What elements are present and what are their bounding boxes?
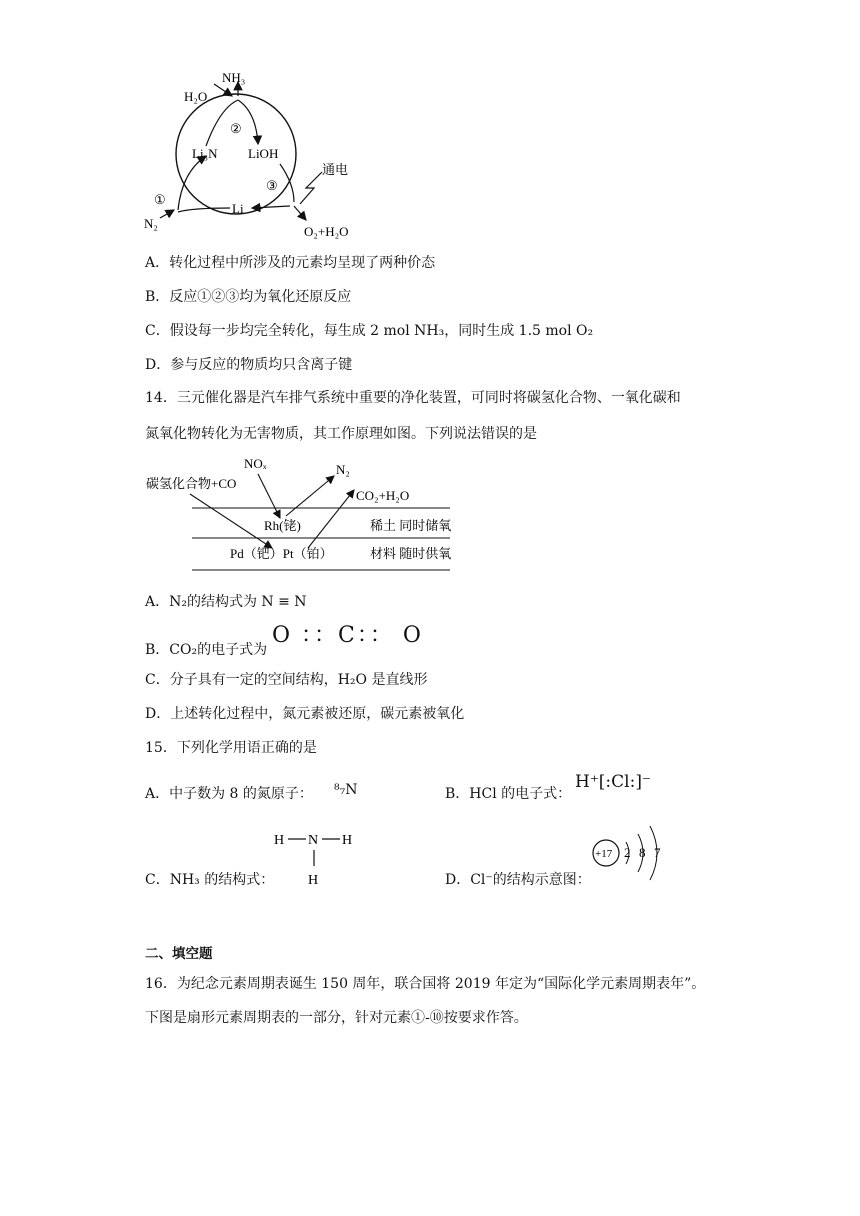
- nh3-structure: [268, 826, 368, 890]
- nh3-h-left: H: [274, 833, 285, 848]
- lithium-nitrogen-cycle-diagram: [140, 60, 380, 240]
- q16-line1: 16．为纪念元素周期表诞生 150 周年，联合国将 2019 年定为“国际化学元素周期表年”。: [145, 976, 706, 992]
- nox-in-arrow: [258, 474, 280, 518]
- q15-stem: 15．下列化学用语正确的是: [145, 740, 317, 756]
- hc-co-in-arrow: [190, 494, 272, 548]
- to-li-arrow: [252, 206, 290, 208]
- q14-option-d: D．上述转化过程中，氮元素被还原，碳元素被氧化: [145, 706, 465, 722]
- nox-label: NOₓ: [244, 456, 267, 471]
- q14-option-c: C．分子具有一定的空间结构，H₂O 是直线形: [145, 672, 428, 688]
- nh3-label: NH₃: [222, 70, 246, 85]
- hcl-electron-formula: H⁺[:Cl:]⁻: [575, 772, 651, 792]
- shell-2-count: 8: [639, 845, 646, 860]
- n2-label: N₂: [144, 216, 158, 231]
- step2-label: ②: [230, 121, 242, 136]
- lioh-label: LiOH: [248, 146, 279, 161]
- nucleus-charge: +17: [595, 848, 613, 860]
- products-label: O₂+H₂O: [304, 224, 349, 239]
- co2-out-arrow: [308, 490, 354, 548]
- q14-stem-line2: 氮氧化物转化为无害物质，其工作原理如图。下列说法错误的是: [145, 426, 537, 442]
- hc-co-label: 碳氢化合物+CO: [146, 476, 237, 491]
- li-to-left-path: [178, 208, 230, 212]
- h2o-label: H₂O: [184, 89, 208, 104]
- step3-label: ③: [266, 178, 278, 193]
- shell-1-count: 2: [624, 845, 631, 860]
- rare-earth-label: 稀土 同时储氧: [370, 518, 452, 533]
- q15-option-d: D．Cl⁻的结构示意图：: [445, 872, 591, 888]
- q13-option-a: A．转化过程中所涉及的元素均呈现了两种价态: [145, 255, 436, 271]
- nh3-h-right: H: [342, 833, 353, 848]
- pd-pt-label: Pd（钯）Pt（铂）: [230, 546, 333, 561]
- electrolysis-label: 通电: [322, 162, 349, 177]
- q15-option-b: B．HCl 的电子式：: [445, 786, 572, 802]
- electrolysis-bolt-icon: [300, 172, 322, 204]
- q14-stem-line1: 14．三元催化器是汽车排气系统中重要的净化装置，可同时将碳氢化合物、一氧化碳和: [145, 390, 681, 406]
- shell-3-count: 7: [654, 845, 661, 860]
- q13-option-c: C．假设每一步均完全转化，每生成 2 mol NH₃，同时生成 1.5 mol O₂: [145, 323, 594, 339]
- co2-electron-formula: O ：：C：： O: [272, 623, 423, 648]
- lioh-to-right-path: [280, 164, 294, 202]
- catalytic-converter-diagram: [140, 452, 460, 580]
- q13-option-d: D．参与反应的物质均只含离子键: [145, 357, 353, 373]
- n2-in-arrow: [160, 210, 174, 218]
- q14-option-a: A．N₂的结构式为 N ≡ N: [145, 594, 307, 610]
- co2-h2o-label: CO₂+H₂O: [356, 488, 410, 503]
- left-to-li3n-arrow: [178, 156, 206, 210]
- q15-option-a: A．中子数为 8 的氮原子：: [145, 786, 313, 802]
- nh3-h-bottom: H: [308, 873, 319, 888]
- rh-label: Rh(铑): [264, 518, 301, 533]
- q15-option-c: C．NH₃ 的结构式：: [145, 872, 275, 888]
- nh3-n: N: [308, 833, 319, 848]
- n2-label: N₂: [336, 462, 350, 477]
- q14-option-b: B．CO₂的电子式为: [145, 642, 268, 658]
- chloride-ion-structure: [590, 820, 670, 890]
- q13-option-b: B．反应①②③均为氧化还原反应: [145, 289, 352, 305]
- n-isotope-formula: ⁸₇N: [334, 782, 358, 798]
- li3n-label: Li₃N: [192, 146, 218, 161]
- q16-line2: 下图是扇形元素周期表的一部分，针对元素①-⑩按要求作答。: [145, 1010, 528, 1026]
- li-label: Li: [232, 201, 244, 216]
- n2-out-arrow: [286, 476, 334, 516]
- section-heading: 二、填空题: [145, 946, 213, 962]
- o2-out-arrow: [294, 206, 306, 220]
- step1-label: ①: [154, 192, 166, 207]
- h2o-in-arrow: [214, 84, 232, 96]
- material-label: 材料 随时供氧: [370, 546, 452, 561]
